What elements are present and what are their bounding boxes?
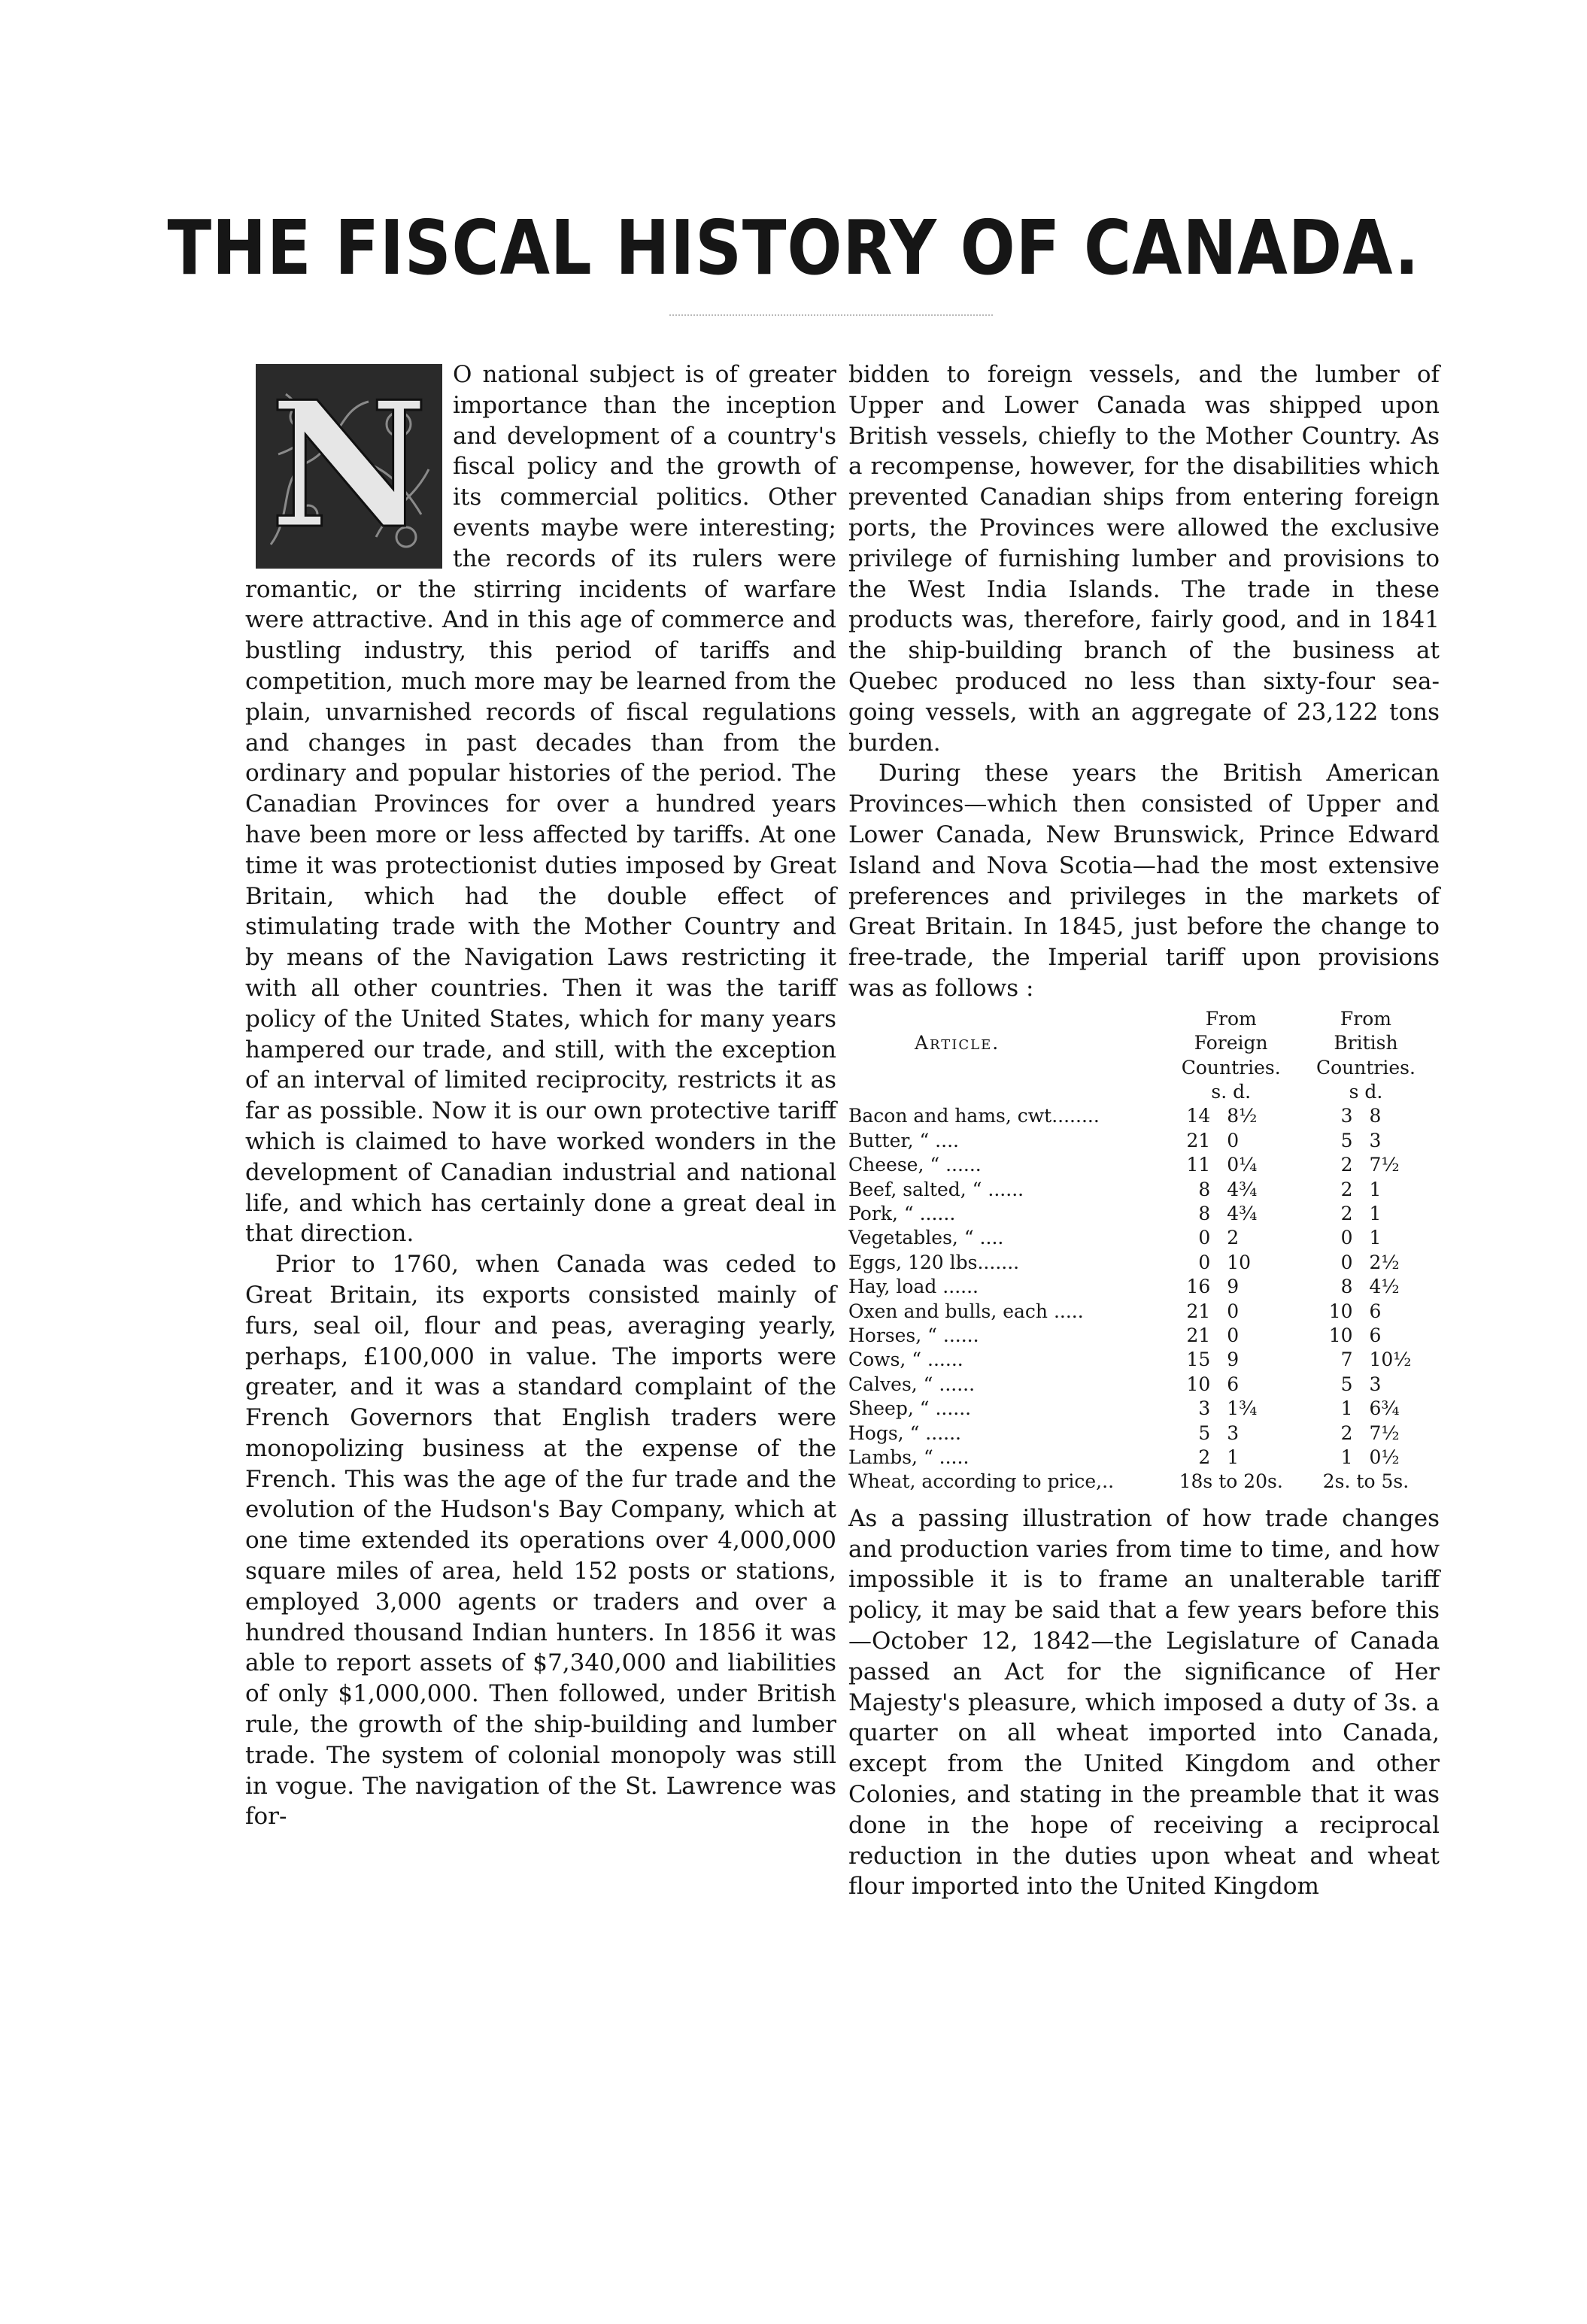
foreign-shillings-cell: 3 — [1198, 1397, 1211, 1420]
foreign-shillings-cell: 0 — [1198, 1251, 1211, 1273]
foreign-pence-cell: 1 — [1227, 1446, 1240, 1469]
article-cell: Oxen and bulls, each ..... — [848, 1300, 1084, 1322]
foreign-shillings-cell: 14 — [1186, 1105, 1211, 1127]
table-row — [848, 1251, 1440, 1275]
foreign-pence-cell: 4¾ — [1227, 1202, 1258, 1224]
foreign-pence-cell: 0 — [1227, 1324, 1240, 1347]
british-shillings-cell: 3 — [1340, 1105, 1353, 1127]
foreign-pence-cell: 0 — [1227, 1300, 1240, 1322]
british-pence-cell: 7½ — [1369, 1154, 1400, 1176]
foreign-units: s. d. — [1211, 1080, 1252, 1103]
article-cell: Butter, “ .... — [848, 1129, 959, 1151]
british-pence-cell: 3 — [1369, 1129, 1382, 1151]
british-pence-cell: 1 — [1369, 1178, 1382, 1200]
paragraph: During these years the British American Provinces—which then consisted of Upper and Lower Canada, New Brunswick, Prince Edward Island and Nova Scotia—had the most extensive preferences and privileges in the markets of Great Britain. In 1845, just before the change to free-trade, the Imperial tariff upon provisions was as follows : — [848, 760, 1440, 1002]
british-pence-cell: 10½ — [1369, 1349, 1412, 1371]
british-shillings-cell: 5 — [1340, 1373, 1353, 1395]
article-cell: Wheat, according to price,.. — [848, 1470, 1115, 1493]
foreign-shillings-cell: 10 — [1186, 1373, 1211, 1395]
british-shillings-cell: 10 — [1328, 1324, 1353, 1347]
british-pence-cell: 4½ — [1369, 1276, 1400, 1298]
foreign-shillings-cell: 21 — [1186, 1300, 1211, 1322]
left-column — [245, 360, 836, 1832]
article-cell: Vegetables, “ .... — [848, 1227, 1004, 1249]
table-row — [848, 1226, 1440, 1250]
british-pence-cell: 3 — [1369, 1373, 1382, 1395]
foreign-shillings-cell: 0 — [1198, 1227, 1211, 1249]
british-pence-cell: 0½ — [1369, 1446, 1400, 1469]
british-pence-cell: 1 — [1369, 1227, 1382, 1249]
table-row — [848, 1421, 1440, 1446]
british-units: s d. — [1349, 1080, 1383, 1103]
british-pence-cell: 1 — [1369, 1202, 1382, 1224]
british-pence-cell: 8 — [1369, 1105, 1382, 1127]
article-cell: Horses, “ ...... — [848, 1324, 979, 1347]
drop-cap-n-icon — [256, 364, 442, 569]
foreign-pence-cell: 9 — [1227, 1349, 1240, 1371]
svg-text:N: N — [269, 364, 429, 567]
article-cell: Lambs, “ ..... — [848, 1446, 969, 1469]
article-cell: Cows, “ ...... — [848, 1349, 963, 1371]
foreign-shillings-cell: 8 — [1198, 1202, 1211, 1224]
title-divider — [669, 314, 993, 316]
foreign-pence-cell: 0¼ — [1227, 1154, 1258, 1176]
foreign-shillings-cell: 2 — [1198, 1446, 1211, 1469]
article-cell: Calves, “ ...... — [848, 1373, 976, 1395]
foreign-shillings-cell: 21 — [1186, 1129, 1211, 1151]
british-shillings-cell: 1 — [1340, 1397, 1353, 1420]
table-row — [848, 1129, 1440, 1153]
table-row — [848, 1470, 1440, 1494]
foreign-pence-cell: 3 — [1227, 1421, 1240, 1444]
article-cell: Beef, salted, “ ...... — [848, 1178, 1024, 1200]
right-column — [848, 360, 1440, 1902]
foreign-shillings-cell: 11 — [1186, 1154, 1211, 1176]
foreign-shillings-cell: 21 — [1186, 1324, 1211, 1347]
table-row — [848, 1300, 1440, 1324]
british-shillings-cell: 5 — [1340, 1129, 1353, 1151]
british-shillings-cell: 1 — [1340, 1446, 1353, 1469]
foreign-header-line3: Countries. — [1181, 1056, 1281, 1079]
table-row — [848, 1324, 1440, 1348]
foreign-pence-cell: 2 — [1227, 1227, 1240, 1249]
british-pence-cell: 7½ — [1369, 1421, 1400, 1444]
table-row — [848, 1446, 1440, 1470]
british-pence-cell: 6 — [1369, 1300, 1382, 1322]
table-row — [848, 1153, 1440, 1177]
british-duty-cell: 2s. to 5s. — [1322, 1470, 1409, 1493]
article-cell: Eggs, 120 lbs....... — [848, 1251, 1020, 1273]
foreign-pence-cell: 9 — [1227, 1276, 1240, 1298]
british-shillings-cell: 2 — [1340, 1178, 1353, 1200]
british-header-line3: Countries. — [1315, 1056, 1416, 1079]
british-shillings-cell: 2 — [1340, 1202, 1353, 1224]
paragraph: O national subject is of greater importance than the inception and development of a country's fiscal policy and the growth of its commercial politics. Other events maybe were interesting; the records of its rulers were romantic, or the stirring incidents of warfare were attractive. And in this age of commerce and bustling industry, this period of tariffs and competition, much more may be learned from the plain, unvarnished records of fiscal regulations and changes in past decades than from the ordinary and popular histories of the period. The Canadian Provinces for over a hundred years have been more or less affected by tariffs. At one time it was protectionist duties imposed by Great Britain, which had the double effect of stimulating trade with the Mother Country and by means of the Navigation Laws restricting it with all other countries. Then it was the tariff policy of the United States, which for many years hampered our trade, and still, with the exception of an interval of limited reciprocity, restricts it as far as possible. Now it is our own protective tariff which is claimed to have worked wonders in the development of Canadian industrial and national life, and which has certainly done a great deal in that direction. — [245, 361, 836, 1248]
article-cell: Hay, load ...... — [848, 1276, 979, 1298]
table-row — [848, 1178, 1440, 1202]
british-shillings-cell: 10 — [1328, 1300, 1353, 1322]
article-cell: Pork, “ ...... — [848, 1202, 956, 1224]
british-shillings-cell: 2 — [1340, 1421, 1353, 1444]
foreign-shillings-cell: 16 — [1186, 1276, 1211, 1298]
foreign-shillings-cell: 5 — [1198, 1421, 1211, 1444]
foreign-header-line2: Foreign — [1194, 1032, 1268, 1054]
table-row — [848, 1397, 1440, 1421]
article-cell: Sheep, “ ...... — [848, 1397, 972, 1420]
foreign-pence-cell: 6 — [1227, 1373, 1240, 1395]
foreign-pence-cell: 4¾ — [1227, 1178, 1258, 1200]
page-title: THE FISCAL HISTORY OF CANADA. — [167, 204, 1420, 292]
paragraph: As a passing illustration of how trade changes and production varies from time to time, and how impossible it is to frame an unalterable tariff policy, it may be said that a few years before this—October 12, 1842—the Legislature of Canada passed an Act for the significance of Her Majesty's pleasure, which imposed a duty of 3s. a quarter on all wheat imported into Canada, except from the United Kingdom and other Colonies, and stating in the preamble that it was done in the hope of receiving a reciprocal reduction in the duties upon wheat and wheat flour imported into the United Kingdom — [848, 1504, 1440, 1901]
british-pence-cell: 6 — [1369, 1324, 1382, 1347]
british-header-line1: From — [1340, 1007, 1391, 1030]
foreign-shillings-cell: 8 — [1198, 1178, 1211, 1200]
paragraph: Prior to 1760, when Canada was ceded to Great Britain, its exports consisted mainly of furs, seal oil, flour and peas, averaging yearly, perhaps, £100,000 in value. The imports were greater, and it was a standard complaint of the French Governors that English traders were monopolizing business at the expense of the French. This was the age of the fur trade and the evolution of the Hudson's Bay Company, which at one time extended its operations over 4,000,000 square miles of area, held 152 posts or stations, employed 3,000 agents or traders and over a hundred thousand Indian hunters. In 1856 it was able to report assets of $7,340,000 and liabilities of only $1,000,000. Then followed, under British rule, the growth of the ship-building and lumber trade. The system of colonial monopoly was still in vogue. The navigation of the St. Lawrence was for- — [245, 1251, 836, 1831]
british-shillings-cell: 2 — [1340, 1154, 1353, 1176]
british-pence-cell: 6¾ — [1369, 1397, 1400, 1420]
foreign-pence-cell: 0 — [1227, 1129, 1240, 1151]
table-row — [848, 1373, 1440, 1397]
table-row — [848, 1275, 1440, 1299]
foreign-duty-cell: 18s to 20s. — [1179, 1470, 1283, 1493]
article-cell: Bacon and hams, cwt........ — [848, 1105, 1100, 1127]
table-row — [848, 1104, 1440, 1128]
foreign-pence-cell: 1¾ — [1227, 1397, 1258, 1420]
british-header-line2: British — [1334, 1032, 1398, 1054]
foreign-pence-cell: 8½ — [1227, 1105, 1258, 1127]
british-shillings-cell: 7 — [1340, 1349, 1353, 1371]
table-row — [848, 1348, 1440, 1372]
british-shillings-cell: 8 — [1340, 1276, 1353, 1298]
article-cell: Hogs, “ ...... — [848, 1421, 961, 1444]
foreign-pence-cell: 10 — [1227, 1251, 1252, 1273]
article-cell: Cheese, “ ...... — [848, 1154, 982, 1176]
british-pence-cell: 2½ — [1369, 1251, 1400, 1273]
table-row — [848, 1202, 1440, 1226]
paragraph: bidden to foreign vessels, and the lumber of Upper and Lower Canada was shipped upon British vessels, chiefly to the Mother Country. As a recompense, however, for the disabilities which prevented Canadian ships from entering foreign ports, the Provinces were allowed the exclusive privilege of furnishing lumber and provisions to the West India Islands. The trade in these products was, therefore, fairly good, and in 1841 the ship-building branch of the business at Quebec produced no less than sixty-four sea-going vessels, with an aggregate of 23,122 tons burden. — [848, 361, 1440, 757]
tariff-table — [848, 1007, 1440, 1494]
foreign-shillings-cell: 15 — [1186, 1349, 1211, 1371]
british-shillings-cell: 0 — [1340, 1251, 1353, 1273]
british-shillings-cell: 0 — [1340, 1227, 1353, 1249]
foreign-header-line1: From — [1205, 1007, 1257, 1030]
article-header: Article. — [915, 1032, 1000, 1054]
